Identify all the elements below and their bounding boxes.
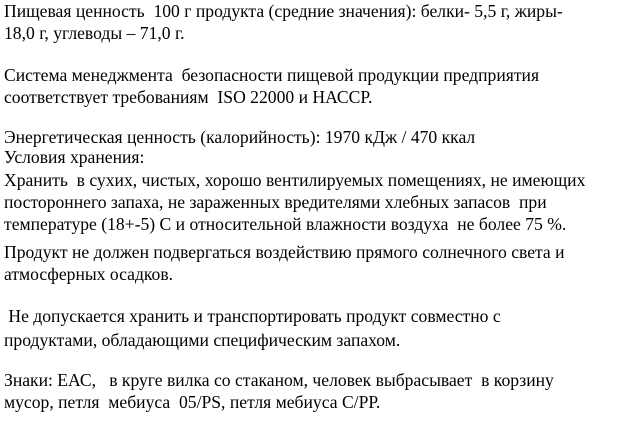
storage-line-2: постороннего запаха, не зараженных вредителями хлебных запасов при xyxy=(4,192,547,212)
safety-line-2: соответствует требованиям ISO 22000 и НАССР. xyxy=(4,87,373,107)
storage-heading: Условия хранения: xyxy=(4,147,145,167)
energy-value-line: Энергетическая ценность (калорийность): 1970 кДж / 470 ккал xyxy=(4,127,476,147)
nutrition-line-2: 18,0 г, углеводы – 71,0 г. xyxy=(4,23,185,43)
signs-line-2: мусор, петля мебиуса 05/PS, петля мебиуса С/РР. xyxy=(4,392,381,412)
signs-line-1: Знаки: ЕАС, в круге вилка со стаканом, человек выбрасывает в корзину xyxy=(4,370,554,390)
storage-line-5: атмосферных осадков. xyxy=(4,264,174,284)
storage-line-1: Хранить в сухих, чистых, хорошо вентилируемых помещениях, не имеющих xyxy=(4,170,586,190)
nutrition-line-1: Пищевая ценность 100 г продукта (средние значения): белки- 5,5 г, жиры- xyxy=(4,1,563,21)
storage-line-4: Продукт не должен подвергаться воздействию прямого солнечного света и xyxy=(4,242,565,262)
transport-line-2: продуктами, обладающими специфическим запахом. xyxy=(4,330,401,350)
transport-line-1: Не допускается хранить и транспортировать продукт совместно с xyxy=(4,306,501,326)
safety-line-1: Система менеджмента безопасности пищевой продукции предприятия xyxy=(4,65,540,85)
storage-line-3: температуре (18+-5) С и относительной влажности воздуха не более 75 %. xyxy=(4,214,567,234)
